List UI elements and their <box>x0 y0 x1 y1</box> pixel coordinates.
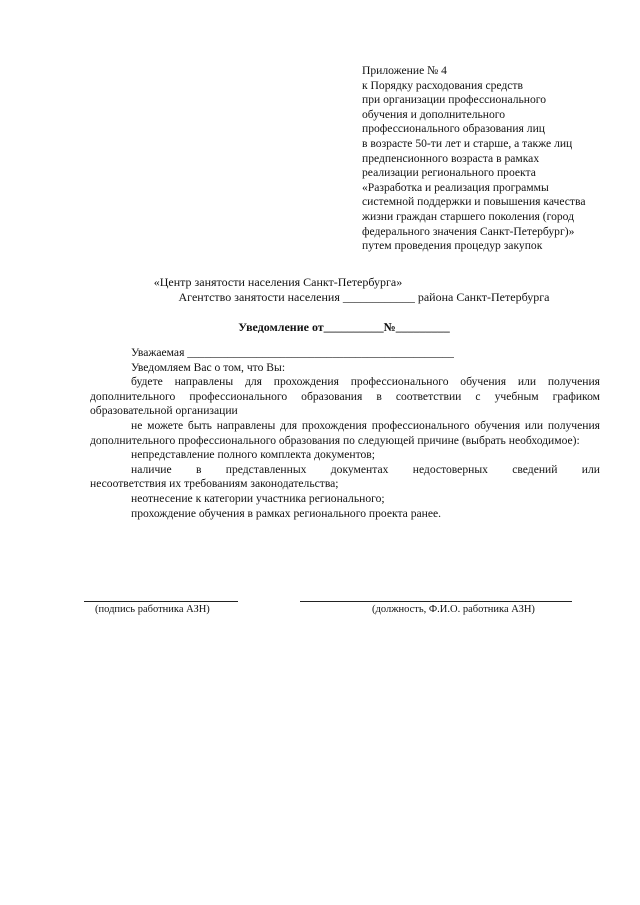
appendix-line: жизни граждан старшего поколения (город <box>362 209 575 223</box>
agency-name: Агентство занятости населения ____________ района Санкт-Петербурга <box>178 290 550 304</box>
reason-item-continuation: несоответствия их требованиям законодательства; <box>90 477 339 491</box>
appendix-line: системной поддержки и повышения качества <box>362 195 586 209</box>
signature-caption-left: (подпись работника АЗН) <box>95 604 210 615</box>
reason-item: прохождение обучения в рамках регионального проекта ранее. <box>131 506 442 520</box>
option-directed: будете направлены для прохождения профессионального обучения или получения дополнительного профессионального образования в соответствии с учебным графиком образовательной организации <box>90 375 600 418</box>
signature-line-right <box>300 601 572 602</box>
organization-name: «Центр занятости населения Санкт-Петербурга» <box>153 275 403 289</box>
appendix-line: в возрасте 50-ти лет и старше, а также лиц <box>362 136 573 150</box>
appendix-line: при организации профессионального <box>362 93 547 107</box>
appendix-line: профессионального образования лиц <box>362 122 545 136</box>
appendix-line: федерального значения Санкт-Петербург)» <box>362 224 575 238</box>
appendix-line: обучения и дополнительного <box>362 107 506 121</box>
notice-title: Уведомление от__________№_________ <box>238 320 450 334</box>
signature-line-left <box>84 601 238 602</box>
appendix-header <box>362 64 632 254</box>
appendix-line: «Разработка и реализация программы <box>362 180 549 194</box>
appendix-line: путем проведения процедур закупок <box>362 239 543 253</box>
appendix-line: предпенсионного возраста в рамках <box>362 151 540 165</box>
greeting: Уважаемая ______________________________________________ <box>131 346 454 359</box>
signature-caption-right: (должность, Ф.И.О. работника АЗН) <box>372 604 535 615</box>
reason-item: непредставление полного комплекта документов; <box>131 448 375 462</box>
appendix-line: Приложение № 4 <box>362 64 447 77</box>
notice-body <box>90 346 600 521</box>
reason-item: неотнесение к категории участника регионального; <box>131 491 385 505</box>
option-not-directed: не можете быть направлены для прохождения профессионального обучения или получения дополнительного профессионального образования по следующей причине (выбрать необходимое): <box>90 418 600 447</box>
reason-item: наличие в представленных документах недостоверных сведений или <box>131 462 600 476</box>
intro-text: Уведомляем Вас о том, что Вы: <box>131 360 286 374</box>
appendix-line: реализации регионального проекта <box>362 166 536 180</box>
appendix-line: к Порядку расходования средств <box>362 78 523 92</box>
